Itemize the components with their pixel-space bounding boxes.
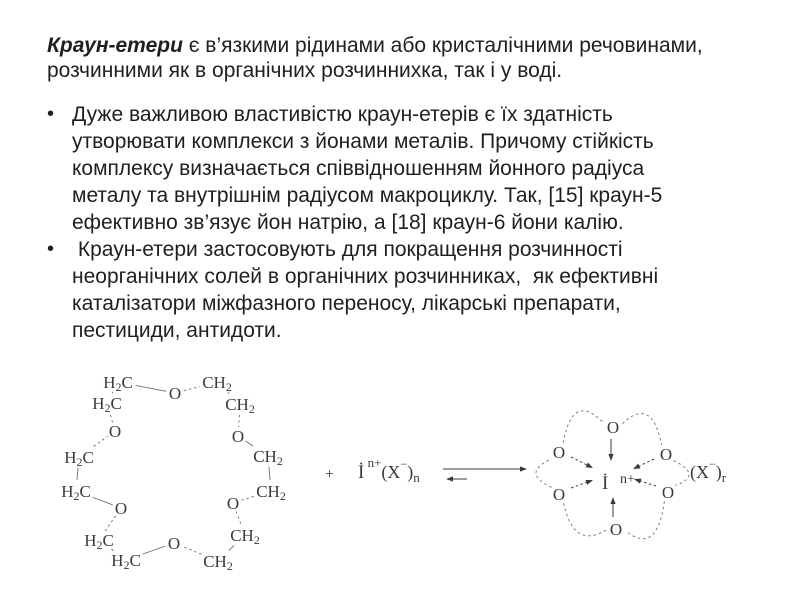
metal-salt-formula: İ $^{n+}(X^-)_n$: [358, 455, 420, 485]
oxygen-atom-label: O: [168, 384, 182, 403]
coordination-arrow-head: [634, 479, 641, 484]
oxygen-atom-label: O: [609, 520, 623, 539]
oxygen-atom-label: O: [552, 443, 566, 462]
bond-line: [182, 546, 201, 554]
equilibrium-arrow-head: [446, 476, 453, 481]
ch2-group-label: CH2: [253, 447, 283, 468]
bond-line: [93, 497, 113, 504]
oxygen-atom-label: O: [552, 485, 566, 504]
ch2-group-label: CH2: [202, 373, 232, 394]
oxygen-atom-label: O: [167, 534, 181, 553]
ch2-group-label: H2C: [92, 394, 122, 415]
bond-line: [242, 496, 254, 500]
counter-ion-label: $(X^-)_r$: [690, 457, 727, 485]
ch2-group-label: CH2: [203, 552, 233, 573]
coordination-arrow-head: [633, 464, 640, 469]
complex-ring-petal: [563, 411, 604, 443]
oxygen-atom-label: O: [231, 427, 245, 446]
title-lead-rest: є в’язкими рідинами або кристалічними речовинами,: [182, 34, 703, 57]
ch2-group-label: H2C: [103, 373, 133, 394]
coordination-arrow-head: [610, 497, 615, 504]
bullet-line: Краун-етери застосовують для покращення розчинності: [72, 238, 623, 261]
bullet-line: утворювати комплекси з йонами металів. Причому стійкість: [72, 130, 654, 153]
complex-ring-petal: [536, 459, 552, 488]
bond-line: [236, 511, 241, 524]
bond-line: [77, 468, 78, 480]
ch2-group-label: CH2: [256, 482, 286, 503]
bullet-line: пестициди, антидоти.: [72, 319, 282, 342]
central-ion-charge: n+: [620, 472, 635, 487]
bond-line: [239, 415, 240, 427]
equilibrium-arrow-head: [520, 466, 527, 471]
oxygen-atom-label: O: [606, 418, 620, 437]
bullet-line: неорганічних солей в органічних розчинниках, як ефективні: [72, 265, 659, 288]
plus-sign: +: [325, 466, 335, 483]
bond-line: [136, 385, 166, 391]
bullet-line: каталізатори міжфазного переносу, лікарські препарати,: [72, 292, 621, 315]
coordination-arrow: [571, 457, 589, 466]
oxygen-atom-label: O: [108, 422, 122, 441]
bond-line: [184, 387, 200, 391]
complex-ring-petal: [674, 461, 689, 486]
ch2-group-label: H2C: [64, 448, 94, 469]
central-metal-ion: İ: [602, 473, 609, 494]
bond-line: [143, 546, 166, 554]
bullet-line: ефективно зв’язує йон натрію, а [18] краун-6 йони калію.: [72, 211, 624, 234]
complex-ring-petal: [622, 414, 661, 445]
ch2-group-label: H2C: [111, 551, 141, 572]
title-line-2: розчинними як в органічних розчиннихка, так і у воді.: [47, 59, 563, 82]
bullet-marker: •: [47, 103, 55, 125]
coordination-arrow-head: [586, 463, 593, 468]
bond-line: [94, 436, 108, 446]
bond-line: [269, 467, 270, 480]
bullet-line: Дуже важливою властивістю краун-етерів є їх здатність: [72, 103, 613, 126]
oxygen-atom-label: O: [659, 445, 673, 464]
bond-line: [245, 441, 253, 446]
coordination-arrow-head: [586, 480, 593, 485]
complex-ring-petal: [564, 503, 606, 536]
coordination-arrow-head: [608, 454, 613, 461]
bullet-line: металу та внутрішнім радіусом макроциклу. Так, [15] краун-5: [72, 184, 663, 207]
oxygen-atom-label: O: [226, 494, 240, 513]
oxygen-atom-label: O: [661, 483, 675, 502]
ch2-group-label: H2C: [61, 482, 91, 503]
title-lead: Краун-етери: [47, 34, 183, 57]
complex-ring-petal: [626, 501, 665, 538]
ch2-group-label: CH2: [225, 395, 255, 416]
bullet-marker: •: [47, 238, 55, 260]
bond-line: [229, 545, 234, 550]
bullet-line: комплексу визначається співвідношенням йонного радіуса: [72, 157, 645, 180]
ch2-group-label: CH2: [230, 526, 260, 547]
ch2-group-label: H2C: [84, 531, 114, 552]
oxygen-atom-label: O: [114, 499, 128, 518]
